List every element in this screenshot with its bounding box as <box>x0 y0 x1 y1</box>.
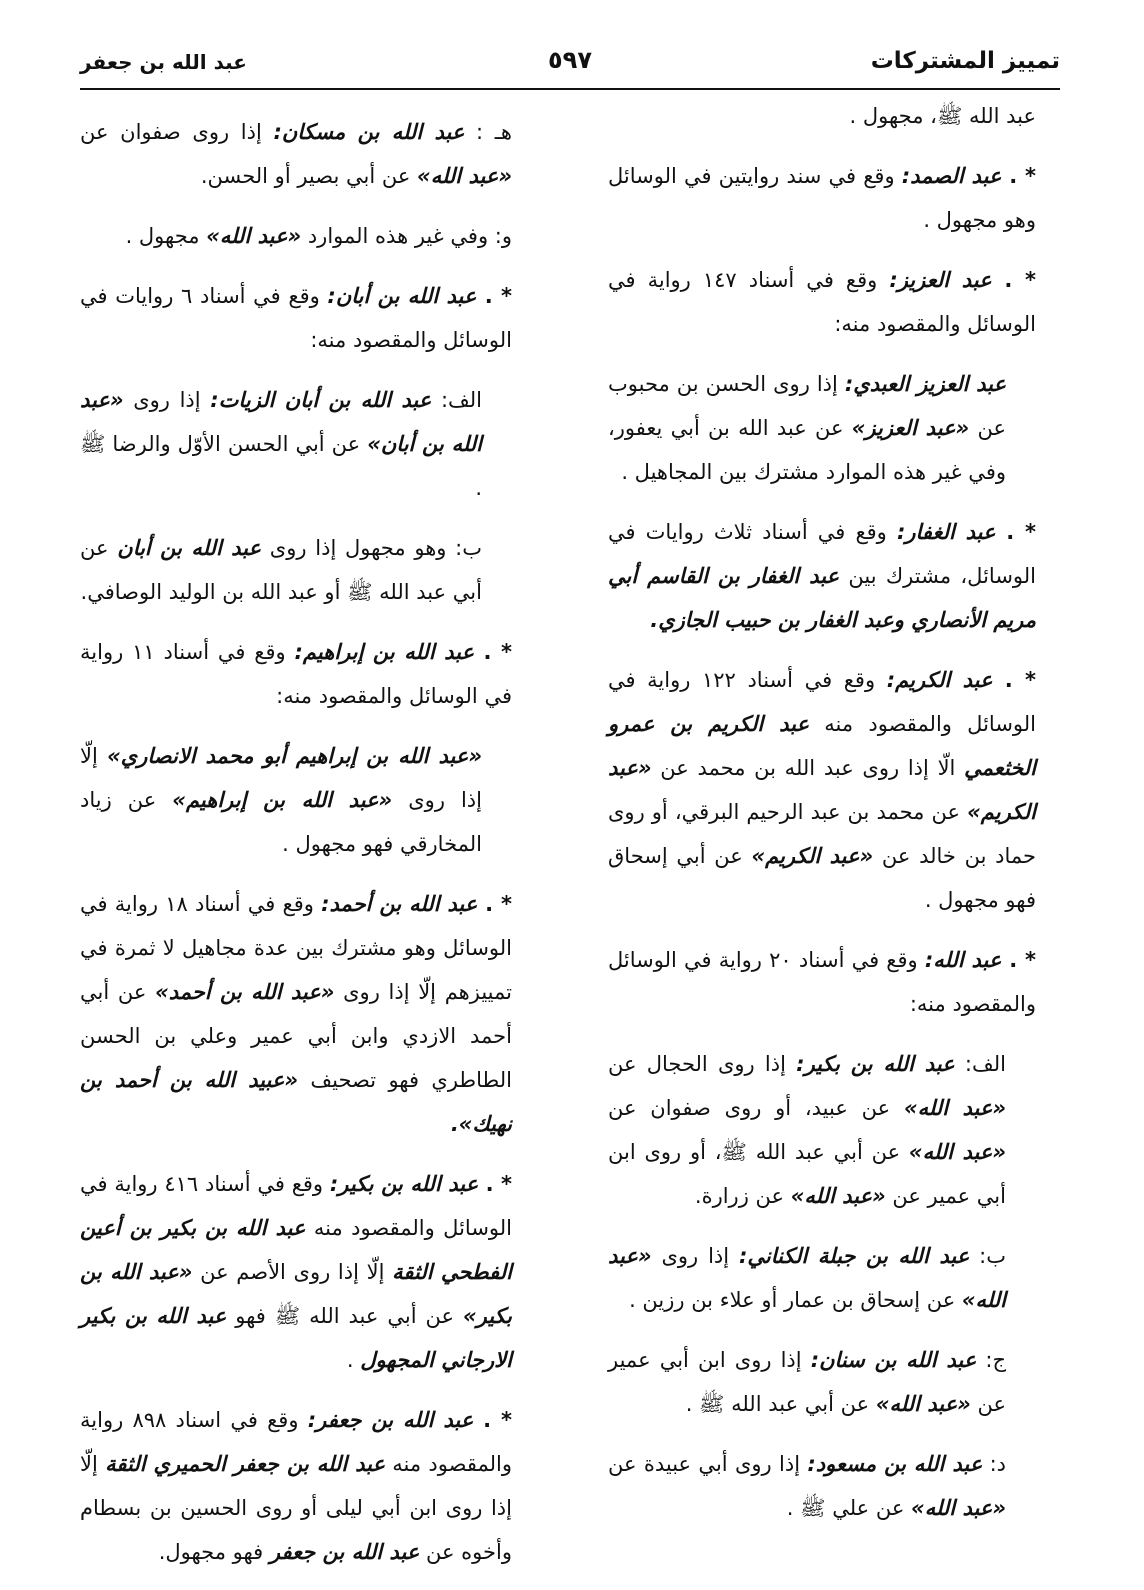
body-text: عن أبي عبد الله ﷺ فهو <box>226 1304 463 1328</box>
body-text: وقع في اسناد ٨٩٨ رواية والمقصود منه <box>80 1408 512 1476</box>
text-paragraph <box>608 362 1036 494</box>
body-text: عن زياد المخارقي فهو مجهول . <box>80 788 482 856</box>
body-text: ج: <box>976 1348 1007 1372</box>
body-text: هـ : <box>464 120 512 144</box>
entry-bullet: * . <box>1001 948 1036 972</box>
body-text: عن محمد بن عبد الرحيم البرقي، أو روى حماد بن خالد عن <box>608 800 1036 868</box>
body-text: ب: وهو مجهول إذا روى <box>261 536 482 560</box>
body-text: إذا روى الحجال عن <box>608 1052 797 1076</box>
keyword-text: عبد الله بن بكير: <box>796 1052 955 1076</box>
body-text: و: وفي غير هذه الموارد <box>301 224 512 248</box>
body-text: وقع في أسناد ٢٠ رواية في الوسائل والمقصود منه: <box>608 948 1036 1016</box>
keyword-text: «عبد الله بن أحمد» <box>155 980 335 1004</box>
body-text: عن أبي عبد الله ﷺ . <box>685 1392 876 1416</box>
keyword-text: عبد الله بن بكير الارجاني المجهول <box>80 1304 512 1372</box>
body-text: عن زرارة. <box>694 1184 791 1208</box>
body-text: د: <box>982 1452 1007 1476</box>
entry-bullet: * . <box>1001 164 1036 188</box>
keyword-text: «عبد الله» <box>903 1096 1006 1120</box>
body-text: إلّا إذا روى <box>80 744 482 812</box>
text-paragraph <box>80 378 512 510</box>
keyword-text: عبد الله بن جعفر: <box>307 1408 474 1432</box>
entry-bullet: * . <box>995 520 1036 544</box>
keyword-text: عبد الله بن أحمد: <box>321 892 478 916</box>
body-text: وقع في أسناد ١٤٧ رواية في الوسائل والمقصود منه: <box>608 268 1036 336</box>
body-text: عن علي ﷺ . <box>786 1496 912 1520</box>
keyword-text: عبد الله: <box>924 948 1002 972</box>
page-header <box>80 42 1060 90</box>
keyword-text: عبد الله بن أبان <box>117 536 262 560</box>
keyword-text: «عبد الله» <box>790 1184 886 1208</box>
entry-paragraph <box>80 1162 512 1382</box>
keyword-text: عبد العزيز: <box>889 268 992 292</box>
keyword-text: «عبد الله» <box>206 224 302 248</box>
entry-paragraph <box>608 658 1036 922</box>
keyword-text: «عبد الله» <box>608 1244 1006 1312</box>
keyword-text: عبد الكريم: <box>886 668 993 692</box>
keyword-text: عبد الغفار بن القاسم أبي مريم الأنصاري وعبد الغفار بن حبيب الجازي. <box>608 564 1036 632</box>
keyword-text: «عبد الله بن إبراهيم» <box>172 788 393 812</box>
keyword-text: «عبد الله بن إبراهيم أبو محمد الانصاري» <box>107 744 482 768</box>
body-text: عبد الله ﷺ، مجهول . <box>849 104 1036 128</box>
body-text: إذا روى الحسن بن محبوب عن <box>608 372 1006 440</box>
body-text: ب: <box>969 1244 1006 1268</box>
running-title: تمييز المشتركات <box>870 48 1060 74</box>
body-text: . <box>346 1348 361 1372</box>
entry-paragraph <box>608 258 1036 346</box>
entry-paragraph <box>80 630 512 718</box>
body-text: إلّا إذا روى ابن أبي ليلى أو روى الحسين بن بسطام وأخوه عن <box>80 1452 512 1564</box>
keyword-text: عبد الله بن جعفر الحميري الثقة <box>105 1452 385 1476</box>
text-paragraph <box>608 94 1036 138</box>
entry-paragraph <box>608 154 1036 242</box>
entry-bullet: * . <box>992 668 1036 692</box>
keyword-text: عبد الله بن أبان الزيات: <box>210 388 432 412</box>
entry-paragraph <box>80 882 512 1146</box>
body-text: عن أبي عبد الله ﷺ، أو روى ابن أبي عمير عن <box>608 1140 1006 1208</box>
body-text: وقع في أسناد ١٨ رواية في الوسائل وهو مشترك بين عدة مجاهيل لا ثمرة في تمييزهم إلّا إذا روى <box>80 892 512 1004</box>
right-column <box>608 104 1037 1546</box>
keyword-text: عبد الكريم بن عمرو الخثعمي <box>608 712 1036 780</box>
body-text: وقع في أسناد ٤١٦ رواية في الوسائل والمقصود منه <box>80 1172 512 1240</box>
keyword-text: «عبد الله» <box>875 1392 971 1416</box>
keyword-text: عبد الصمد: <box>901 164 1002 188</box>
keyword-text: عبد الله بن جبلة الكناني: <box>739 1244 970 1268</box>
keyword-text: عبد الله بن بكير بن أعين الفطحي الثقة <box>80 1216 513 1284</box>
body-text: عن عبيد، أو روى صفوان عن <box>608 1096 904 1120</box>
body-text: إذا روى <box>123 388 211 412</box>
body-text: الف: <box>954 1052 1006 1076</box>
entry-bullet: * . <box>474 640 513 664</box>
left-column <box>80 110 512 1590</box>
keyword-text: «عبد العزيز» <box>851 416 970 440</box>
body-text: وقع في أسناد ١٢٢ رواية في الوسائل والمقصود منه <box>608 668 1037 736</box>
text-paragraph <box>608 1234 1036 1322</box>
page-number: ٥٩٧ <box>548 46 592 74</box>
keyword-text: «عبد الكريم» <box>608 756 1036 824</box>
body-text: وقع في سند روايتين في الوسائل وهو مجهول . <box>608 164 1036 232</box>
entry-bullet: * . <box>991 268 1036 292</box>
text-paragraph <box>80 110 512 198</box>
text-paragraph <box>608 1442 1036 1530</box>
body-text: إذا روى أبي عبيدة عن <box>608 1452 808 1476</box>
body-text: إلّا إذا روى الأصم عن <box>192 1260 393 1284</box>
body-text: الف: <box>431 388 482 412</box>
body-text: عن أبي بصير أو الحسن. <box>200 164 418 188</box>
keyword-text: عبد الغفار: <box>896 520 996 544</box>
keyword-text: «عبيد الله بن أحمد بن نهيك». <box>80 1068 512 1136</box>
entry-paragraph <box>608 938 1036 1026</box>
body-text: عن أبي أحمد الازدي وابن أبي عمير وعلي بن الحسن الطاطري فهو تصحيف <box>80 980 512 1092</box>
text-paragraph <box>608 1338 1036 1426</box>
entry-paragraph <box>80 1398 512 1574</box>
body-text: وقع في أسناد ثلاث روايات في الوسائل، مشترك بين <box>608 520 1036 588</box>
keyword-text: «عبد الله بن أبان» <box>80 388 483 456</box>
keyword-text: «عبد الله» <box>417 164 512 188</box>
entry-bullet: * . <box>476 284 512 308</box>
body-text: إذا روى صفوان عن <box>80 120 274 144</box>
keyword-text: عبد الله بن سنان: <box>810 1348 977 1372</box>
keyword-text: «عبد الكريم» <box>751 844 874 868</box>
entry-paragraph <box>80 274 512 362</box>
keyword-text: عبد الله بن مسعود: <box>807 1452 983 1476</box>
body-text: الّا إذا روى عبد الله بن محمد عن <box>651 756 965 780</box>
keyword-text: «عبد الله» <box>911 1496 1006 1520</box>
running-subtitle: عبد الله بن جعفر <box>80 50 247 74</box>
body-text: وقع في أسناد ٦ روايات في الوسائل والمقصود منه: <box>80 284 512 352</box>
entry-bullet: * . <box>478 1172 512 1196</box>
keyword-text: عبد الله بن جعفر <box>269 1540 420 1564</box>
keyword-text: عبد الله بن أبان: <box>327 284 477 308</box>
body-text: عن عبد الله بن أبي يعفور، وفي غير هذه الموارد مشترك بين المجاهيل . <box>608 416 1006 484</box>
body-text: عن إسحاق بن عمار أو علاء بن رزين . <box>629 1288 962 1312</box>
entry-bullet: * . <box>473 1408 512 1432</box>
keyword-text: «عبد الله بن بكير» <box>80 1260 512 1328</box>
body-text: إذا روى <box>651 1244 740 1268</box>
text-paragraph <box>80 526 512 614</box>
body-text: وقع في أسناد ١١ رواية في الوسائل والمقصود منه: <box>80 640 512 708</box>
body-text: عن أبي الحسن الأوّل والرضا ﷺ . <box>80 432 482 500</box>
entry-paragraph <box>608 510 1036 642</box>
body-text: عن أبي إسحاق فهو مجهول . <box>608 844 1036 912</box>
keyword-text: عبد العزيز العبدي: <box>844 372 1007 396</box>
text-paragraph <box>608 1042 1036 1218</box>
body-text: إذا روى ابن أبي عمير عن <box>608 1348 1006 1416</box>
entry-bullet: * . <box>477 892 512 916</box>
text-paragraph <box>80 214 512 258</box>
body-text: مجهول . <box>125 224 207 248</box>
text-paragraph <box>80 734 512 866</box>
keyword-text: «عبد الله» <box>908 1140 1006 1164</box>
keyword-text: عبد الله بن بكير: <box>329 1172 479 1196</box>
keyword-text: عبد الله بن إبراهيم: <box>294 640 475 664</box>
body-text: فهو مجهول. <box>158 1540 270 1564</box>
keyword-text: عبد الله بن مسكان: <box>273 120 465 144</box>
body-text: عن أبي عبد الله ﷺ أو عبد الله بن الوليد الوصافي. <box>80 536 482 604</box>
